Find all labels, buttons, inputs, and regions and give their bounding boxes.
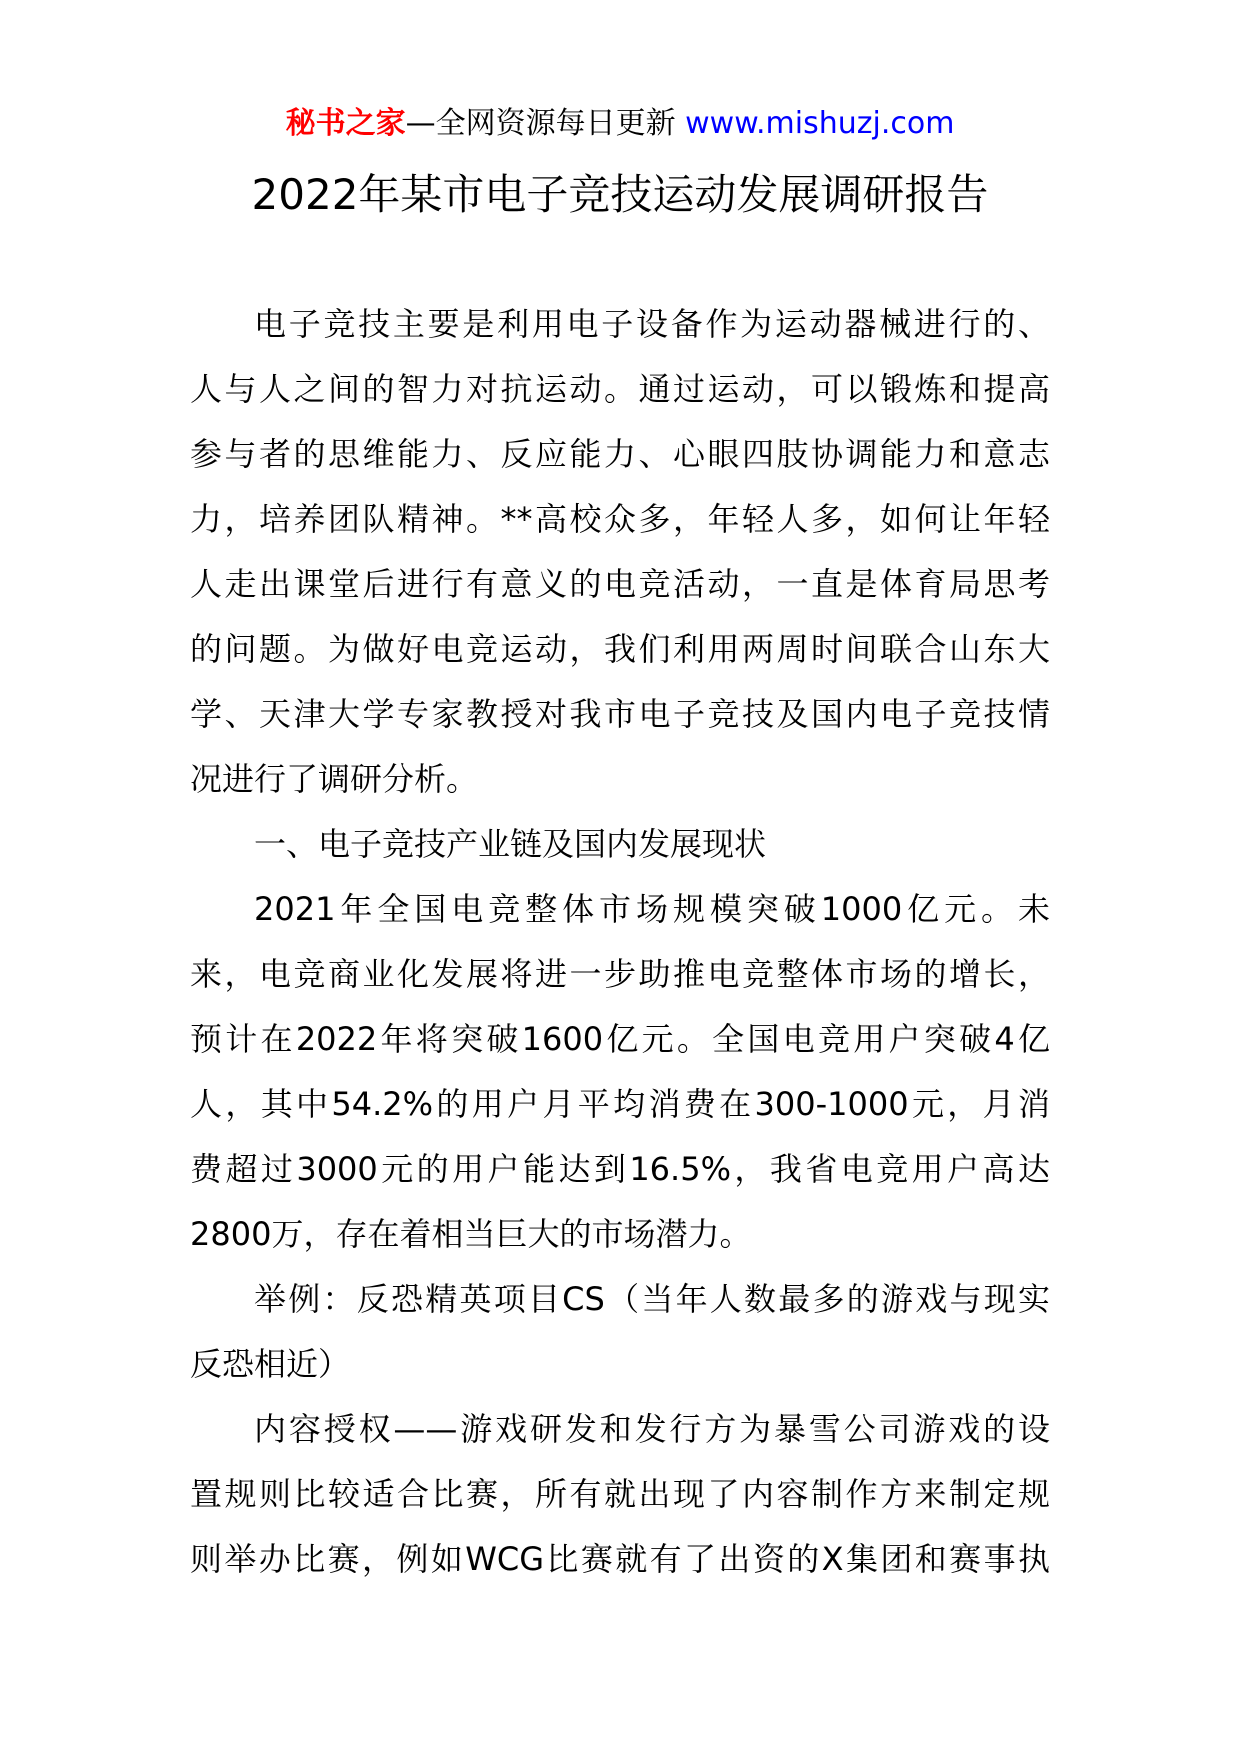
paragraph-1-line-7: 学、天津大学专家教授对我市电子竞技及国内电子竞技情 xyxy=(190,695,1050,733)
paragraph-1-line-6: 的问题。为做好电竞运动，我们利用两周时间联合山东大 xyxy=(190,630,1050,668)
paragraph-2-line-2: 来，电竞商业化发展将进一步助推电竞整体市场的增长， xyxy=(190,955,1050,993)
site-header xyxy=(0,104,1240,144)
paragraph-2-line-5: 费超过3000元的用户能达到16.5%，我省电竞用户高达 xyxy=(190,1150,1050,1188)
paragraph-2-line-3: 预计在2022年将突破1600亿元。全国电竞用户突破4亿 xyxy=(190,1020,1050,1058)
site-url-link[interactable]: www.mishuzj.com xyxy=(685,106,955,141)
paragraph-4-line-3: 则举办比赛，例如WCG比赛就有了出资的X集团和赛事执 xyxy=(190,1540,1050,1578)
paragraph-2-line-6: 2800万，存在着相当巨大的市场潜力。 xyxy=(190,1215,752,1253)
paragraph-2-line-4: 人，其中54.2%的用户月平均消费在300-1000元，月消 xyxy=(190,1085,1050,1123)
paragraph-1-line-1: 电子竞技主要是利用电子设备作为运动器械进行的、 xyxy=(254,305,1050,343)
paragraph-1-line-8: 况进行了调研分析。 xyxy=(190,760,479,798)
document-title: 2022年某市电子竞技运动发展调研报告 xyxy=(251,170,989,219)
site-tagline: —全网资源每日更新 xyxy=(405,106,676,141)
paragraph-1-line-3: 参与者的思维能力、反应能力、心眼四肢协调能力和意志 xyxy=(190,435,1050,473)
section-heading-1: 一、电子竞技产业链及国内发展现状 xyxy=(254,825,767,863)
site-name: 秘书之家 xyxy=(285,106,406,141)
document-body xyxy=(190,292,1050,1592)
paragraph-2-line-1: 2021年全国电竞整体市场规模突破1000亿元。未 xyxy=(254,890,1050,928)
paragraph-3-line-2: 反恐相近） xyxy=(190,1345,351,1383)
paragraph-1-line-4: 力，培养团队精神。**高校众多，年轻人多，如何让年轻 xyxy=(190,500,1050,538)
paragraph-4-line-2: 置规则比较适合比赛，所有就出现了内容制作方来制定规 xyxy=(190,1475,1050,1513)
paragraph-3-line-1: 举例：反恐精英项目CS（当年人数最多的游戏与现实 xyxy=(254,1280,1050,1318)
paragraph-1-line-5: 人走出课堂后进行有意义的电竞活动，一直是体育局思考 xyxy=(190,565,1050,603)
paragraph-1-line-2: 人与人之间的智力对抗运动。通过运动，可以锻炼和提高 xyxy=(190,370,1050,408)
paragraph-4-line-1: 内容授权——游戏研发和发行方为暴雪公司游戏的设 xyxy=(254,1410,1050,1448)
